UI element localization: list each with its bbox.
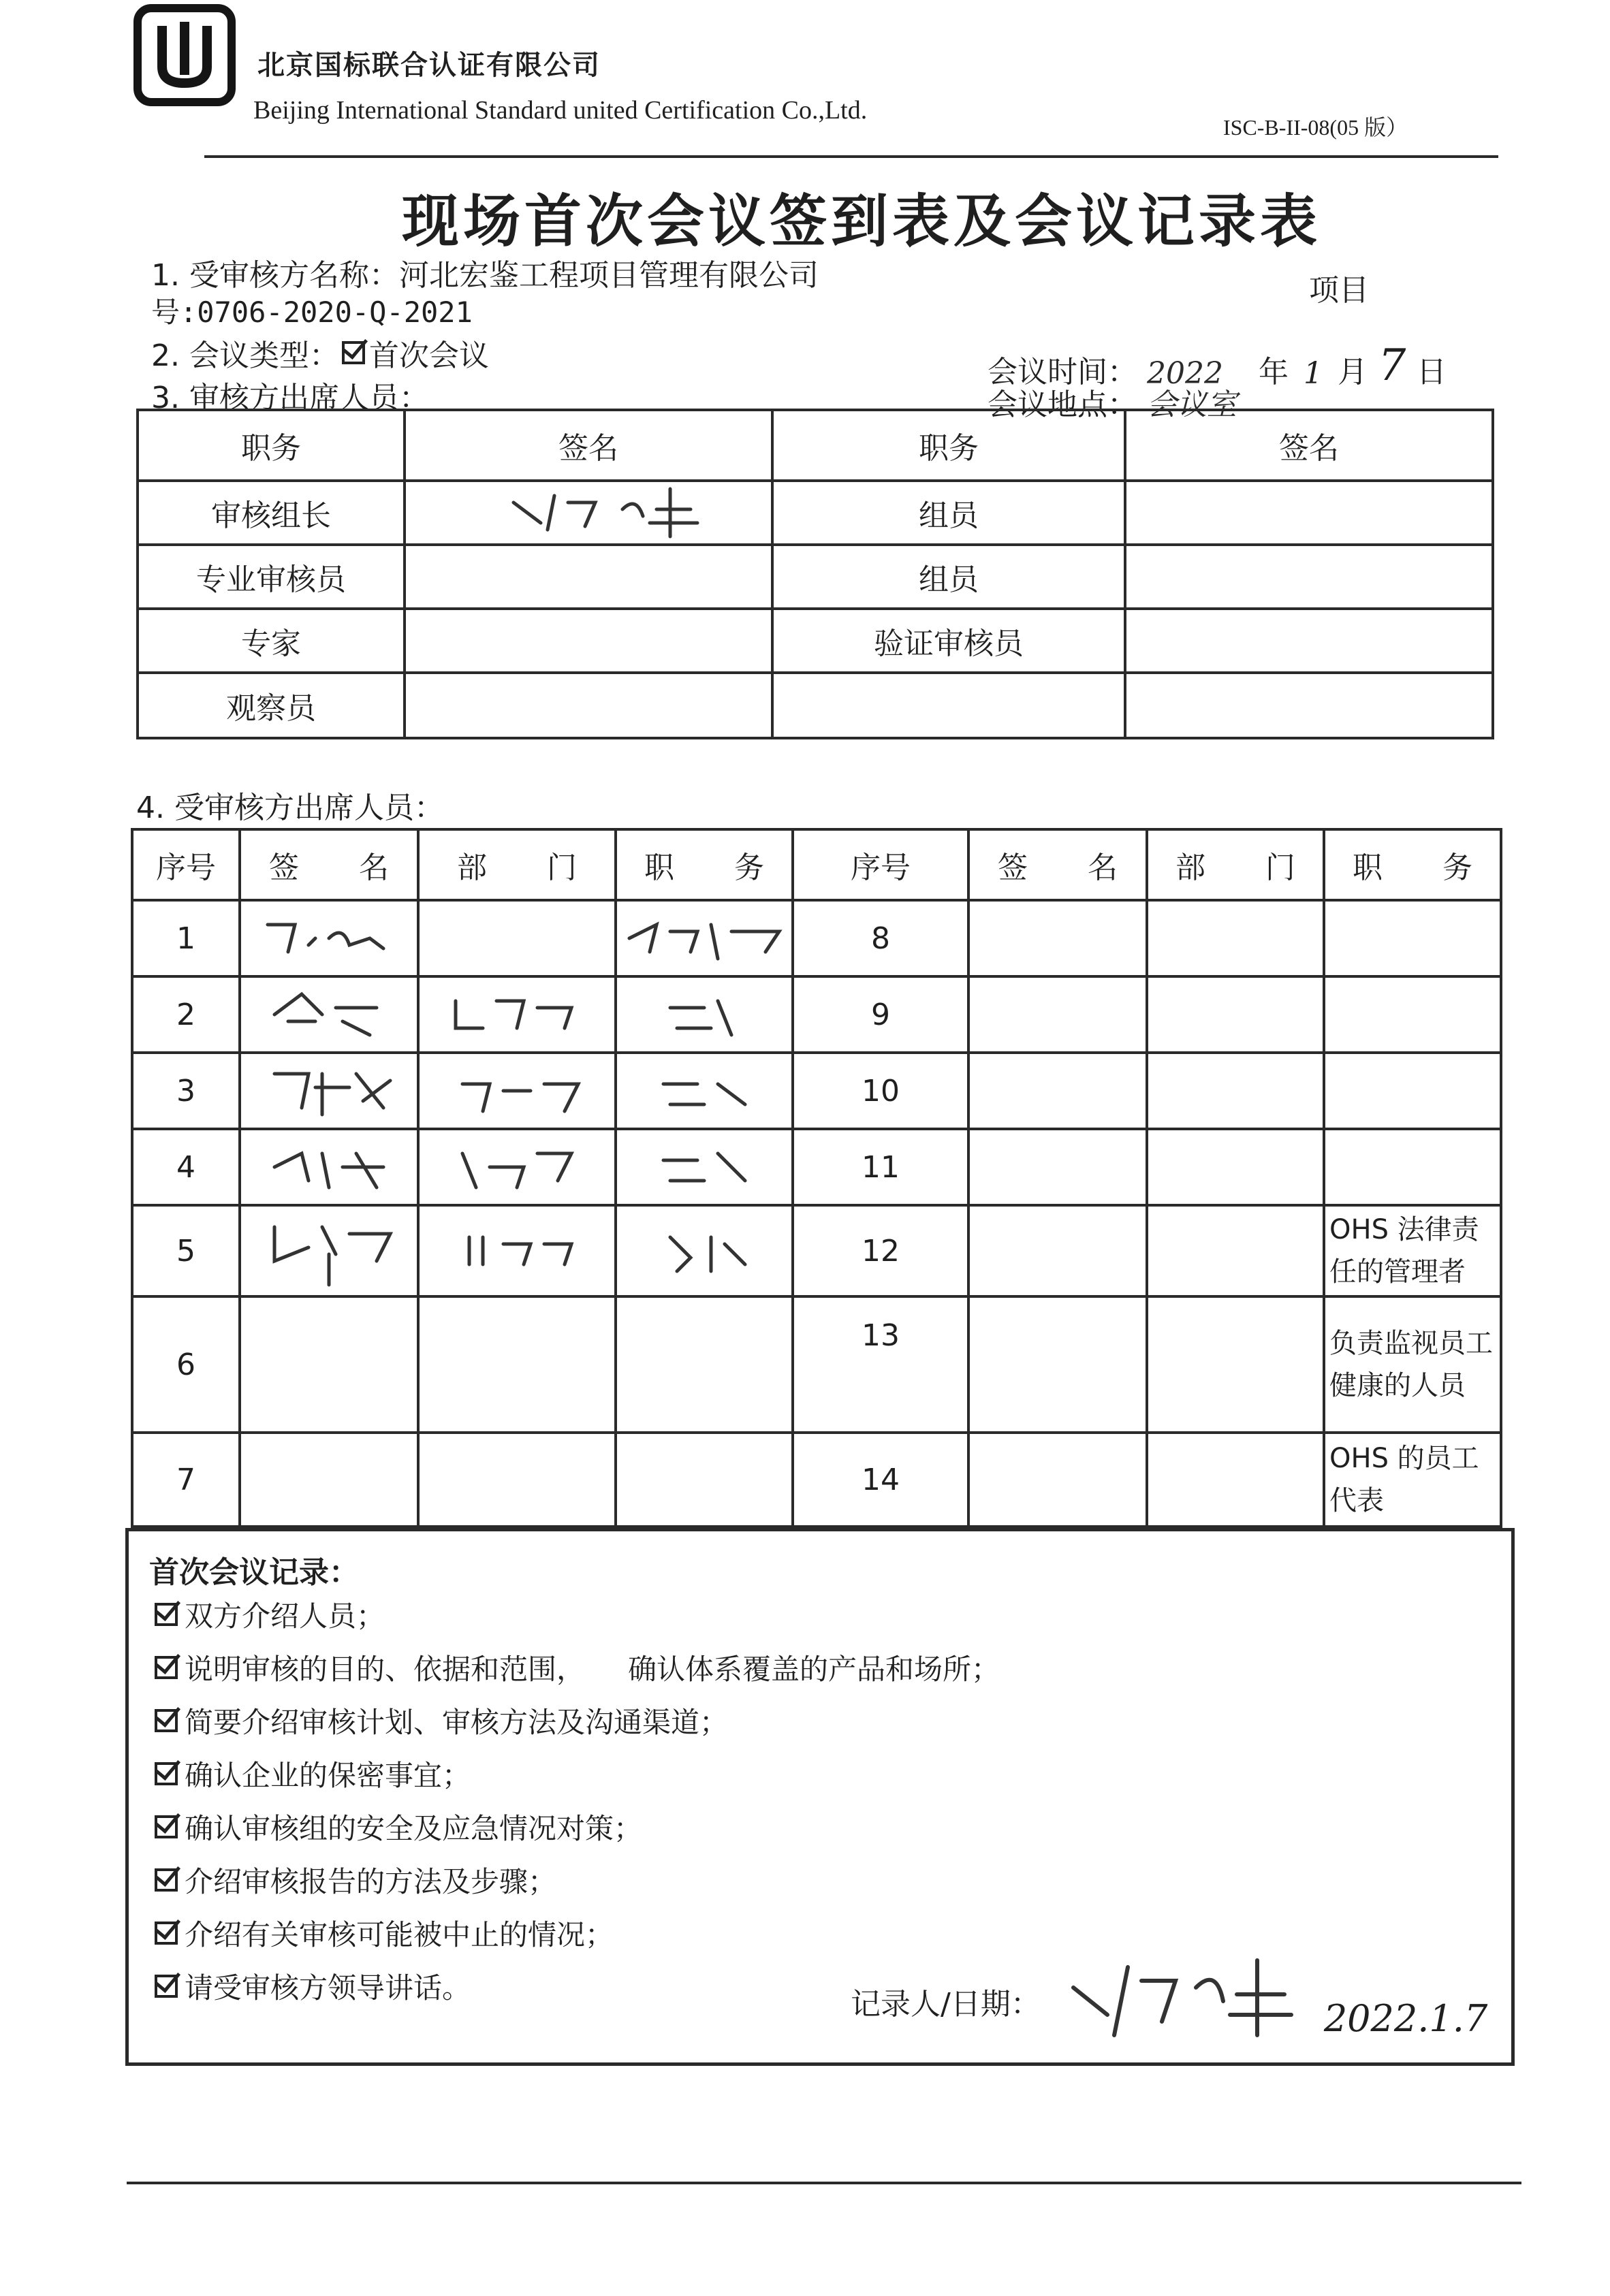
record-item: [155, 1594, 1000, 1635]
row-number: 13: [793, 1296, 968, 1433]
attendee-title[interactable]: [616, 1129, 793, 1205]
attendee-title[interactable]: [1324, 900, 1501, 976]
handwritten-signature-icon: [466, 482, 711, 543]
auditor-row: [138, 481, 1493, 545]
attendee-signature[interactable]: [968, 976, 1147, 1053]
meeting-time-label: 会议时间：: [988, 355, 1137, 389]
auditor-row: [138, 545, 1493, 609]
table-row: [132, 1205, 1501, 1296]
row-number: 9: [793, 976, 968, 1053]
attendee-signature[interactable]: [240, 900, 418, 976]
attendee-signature[interactable]: [240, 1129, 418, 1205]
row-number: 10: [793, 1053, 968, 1129]
checked-checkbox-icon[interactable]: [155, 1975, 178, 1998]
handwritten-department-icon: [449, 1140, 585, 1194]
handwritten-title-icon: [622, 911, 786, 966]
header-sign-left: 签 名: [240, 829, 418, 900]
attendee-department[interactable]: [1147, 1053, 1324, 1129]
meeting-place-label: 会议地点：: [988, 387, 1137, 422]
header-sign-right: 签名: [1125, 410, 1493, 481]
row-number: 1: [132, 900, 240, 976]
role-verification-auditor: 验证审核员: [772, 609, 1125, 673]
record-item-text: 请受审核方领导讲话。: [185, 1971, 471, 2005]
record-item-text: 介绍审核报告的方法及步骤；: [185, 1865, 557, 1898]
recorder-signature-icon[interactable]: [1053, 1954, 1312, 2049]
role-member-1: 组员: [772, 481, 1125, 545]
role-note-ohs-legal: OHS 法律责任的管理者: [1324, 1205, 1501, 1296]
role-observer: 观察员: [138, 673, 405, 738]
form-code: ISC-B-II-08(05 版）: [1223, 115, 1408, 140]
attendee-department[interactable]: [418, 1129, 616, 1205]
empty-signature[interactable]: [1125, 673, 1493, 738]
attendee-signature[interactable]: [968, 1053, 1147, 1129]
auditor-row: [138, 673, 1493, 738]
checked-checkbox-icon[interactable]: [155, 1815, 178, 1838]
meeting-place-value: 会议室: [1147, 387, 1237, 422]
row-number: 3: [132, 1053, 240, 1129]
record-item-text: 双方介绍人员；: [185, 1599, 385, 1633]
auditor-table: [136, 409, 1494, 739]
attendee-title[interactable]: [1324, 976, 1501, 1053]
company-name-en: Beijing International Standard united Certification Co.,Ltd.: [253, 96, 868, 125]
checked-checkbox-icon[interactable]: [155, 1603, 178, 1626]
handwritten-department-icon: [449, 1224, 585, 1278]
attendee-department[interactable]: [1147, 1129, 1324, 1205]
header-dept-left: 部 门: [418, 829, 616, 900]
meeting-month: 1: [1304, 356, 1323, 391]
header-rule: [204, 155, 1498, 158]
attendee-department[interactable]: [418, 1053, 616, 1129]
record-heading: 首次会议记录：: [149, 1555, 359, 1590]
recorder-label: 记录人/日期：: [851, 1987, 1041, 2022]
attendee-title[interactable]: [616, 900, 793, 976]
expert-signature[interactable]: [405, 609, 772, 673]
header-title-right: 职 务: [1324, 829, 1501, 900]
certification-logo: [133, 4, 236, 106]
meeting-year: 2022: [1147, 356, 1223, 391]
month-unit: 月: [1338, 355, 1368, 389]
row-number: 5: [132, 1205, 240, 1296]
auditee-table: [131, 828, 1502, 1528]
attendee-title[interactable]: [616, 1433, 793, 1527]
attendee-signature[interactable]: [968, 1433, 1147, 1527]
header-no-right: 序号: [793, 829, 968, 900]
professional-auditor-signature[interactable]: [405, 545, 772, 609]
attendee-department[interactable]: [418, 900, 616, 976]
handwritten-signature-icon: [261, 987, 397, 1042]
footer-rule: [127, 2182, 1521, 2184]
attendee-title[interactable]: [1324, 1129, 1501, 1205]
record-item-text: 确认审核组的安全及应急情况对策；: [185, 1812, 643, 1845]
record-item: [155, 1753, 1000, 1794]
recorder-date: 2022.1.7: [1323, 1996, 1488, 2040]
attendee-title[interactable]: [616, 976, 793, 1053]
header-title-left: 职 务: [616, 829, 793, 900]
row-number: 7: [132, 1433, 240, 1527]
observer-signature[interactable]: [405, 673, 772, 738]
attendee-signature[interactable]: [240, 1296, 418, 1433]
attendee-signature[interactable]: [968, 1129, 1147, 1205]
header-sign-left: 签名: [405, 410, 772, 481]
header-dept-right: 部 门: [1147, 829, 1324, 900]
recorder-line: [851, 1954, 1487, 2049]
auditor-table-header: [138, 410, 1493, 481]
attendee-department[interactable]: [1147, 900, 1324, 976]
attendee-title[interactable]: [616, 1205, 793, 1296]
role-team-leader: 审核组长: [138, 481, 405, 545]
header-sign-right: 签 名: [968, 829, 1147, 900]
attendee-department[interactable]: [1147, 1433, 1324, 1527]
table-row: [132, 1129, 1501, 1205]
day-unit: 日: [1417, 355, 1447, 389]
role-empty: [772, 673, 1125, 738]
attendee-signature[interactable]: [968, 900, 1147, 976]
record-item-text: 说明审核的目的、依据和范围， 确认体系覆盖的产品和场所；: [185, 1653, 1000, 1686]
meeting-record-box: [125, 1528, 1515, 2066]
attendee-title[interactable]: [1324, 1053, 1501, 1129]
table-row: [132, 1296, 1501, 1433]
checked-checkbox-icon[interactable]: [155, 1709, 178, 1732]
handwritten-department-icon: [449, 1064, 585, 1118]
row-number: 12: [793, 1205, 968, 1296]
project-number: 号:0706-2020-Q-2021: [151, 296, 473, 329]
handwritten-signature-icon: [254, 1213, 404, 1288]
row-number: 14: [793, 1433, 968, 1527]
checked-checkbox-icon[interactable]: [155, 1656, 178, 1679]
handwritten-signature-icon: [254, 911, 404, 966]
row-number: 6: [132, 1296, 240, 1433]
row-number: 11: [793, 1129, 968, 1205]
record-item: [155, 1647, 1000, 1688]
member-2-signature[interactable]: [1125, 545, 1493, 609]
record-item: [155, 1860, 1000, 1900]
row-number: 8: [793, 900, 968, 976]
handwritten-title-icon: [657, 1224, 752, 1278]
role-note-employee-rep: OHS 的员工代表: [1324, 1433, 1501, 1527]
attendee-signature[interactable]: [240, 976, 418, 1053]
record-item: [155, 1700, 1000, 1741]
role-note-health-monitor: 负责监视员工健康的人员: [1324, 1296, 1501, 1433]
handwritten-title-icon: [657, 1064, 752, 1118]
checked-checkbox-icon[interactable]: [155, 1762, 178, 1785]
record-item: [155, 1806, 1000, 1847]
table-row: [132, 900, 1501, 976]
attendee-department[interactable]: [1147, 1205, 1324, 1296]
attendee-signature[interactable]: [240, 1205, 418, 1296]
attendee-department[interactable]: [418, 1296, 616, 1433]
row-number: 4: [132, 1129, 240, 1205]
role-professional-auditor: 专业审核员: [138, 545, 405, 609]
record-checklist: [155, 1594, 1000, 2007]
auditee-table-header: [132, 829, 1501, 900]
team-leader-signature[interactable]: [405, 481, 772, 545]
attendee-signature[interactable]: [968, 1205, 1147, 1296]
meeting-day: 7: [1378, 340, 1406, 391]
checked-checkbox-icon[interactable]: [155, 1922, 178, 1945]
auditee-attendees-label: 4. 受审核方出席人员：: [136, 791, 444, 825]
meeting-type-label: 2. 会议类型：: [151, 338, 339, 373]
record-item-text: 简要介绍审核计划、审核方法及沟通渠道；: [185, 1706, 729, 1739]
role-expert: 专家: [138, 609, 405, 673]
attendee-department[interactable]: [1147, 1296, 1324, 1433]
attendee-department[interactable]: [418, 1433, 616, 1527]
verification-auditor-signature[interactable]: [1125, 609, 1493, 673]
auditor-row: [138, 609, 1493, 673]
meeting-type: [151, 331, 489, 374]
handwritten-signature-icon: [261, 1060, 397, 1121]
attendee-title[interactable]: [616, 1296, 793, 1433]
logo-mark-icon: [142, 12, 227, 98]
handwritten-title-icon: [663, 987, 745, 1042]
attendee-department[interactable]: [418, 1205, 616, 1296]
project-label: 项目: [1309, 273, 1369, 308]
meeting-type-checkbox[interactable]: [342, 341, 365, 364]
table-row: [132, 976, 1501, 1053]
attendee-title[interactable]: [616, 1053, 793, 1129]
record-item-text: 确认企业的保密事宜；: [185, 1759, 471, 1792]
handwritten-title-icon: [657, 1140, 752, 1194]
attendee-department[interactable]: [418, 976, 616, 1053]
record-item-text: 介绍有关审核可能被中止的情况；: [185, 1918, 614, 1951]
document-title: 现场首次会议签到表及会议记录表: [402, 187, 1322, 255]
attendee-department[interactable]: [1147, 976, 1324, 1053]
record-item: [155, 1913, 1000, 1954]
table-row: [132, 1053, 1501, 1129]
year-unit: 年: [1259, 355, 1289, 389]
attendee-signature[interactable]: [240, 1053, 418, 1129]
handwritten-signature-icon: [261, 1140, 397, 1194]
attendee-signature[interactable]: [240, 1433, 418, 1527]
company-name-cn: 北京国标联合认证有限公司: [257, 50, 601, 81]
member-1-signature[interactable]: [1125, 481, 1493, 545]
auditee-name: 1. 受审核方名称：河北宏鉴工程项目管理有限公司: [151, 258, 819, 293]
checked-checkbox-icon[interactable]: [155, 1868, 178, 1892]
header-no-left: 序号: [132, 829, 240, 900]
auditor-attendees-label: 3. 审核方出席人员：: [151, 381, 429, 415]
table-row: [132, 1433, 1501, 1527]
meeting-type-value: 首次会议: [368, 338, 489, 373]
attendee-signature[interactable]: [968, 1296, 1147, 1433]
header-role-left: 职务: [138, 410, 405, 481]
header-role-right: 职务: [772, 410, 1125, 481]
role-member-2: 组员: [772, 545, 1125, 609]
row-number: 2: [132, 976, 240, 1053]
handwritten-department-icon: [442, 987, 592, 1042]
